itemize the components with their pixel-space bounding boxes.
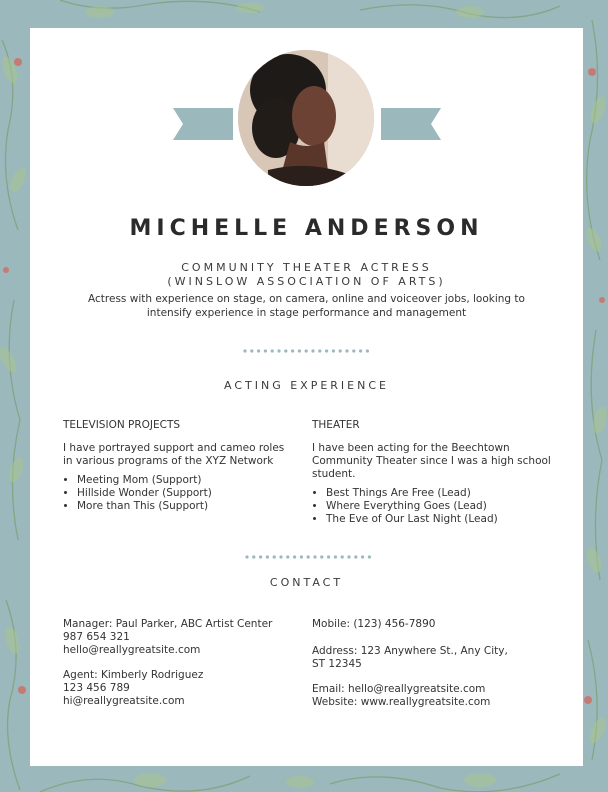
list-item: • Where Everything Goes (Lead) (326, 500, 552, 513)
website-link[interactable]: Website: www.reallygreatsite.com (312, 696, 491, 708)
profile-summary: Actress with experience on stage, on camera, online and voiceover jobs, looking to intensify experience in stage performance and management (88, 293, 525, 319)
television-column (63, 419, 295, 513)
list-item: • More than This (Support) (77, 500, 295, 513)
list-item: • Meeting Mom (Support) (77, 474, 295, 487)
television-description: I have portrayed support and cameo roles in various programs of the XYZ Network (63, 442, 285, 467)
email-address[interactable]: Email: hello@reallygreatsite.com (312, 683, 486, 695)
agent-phone: 123 456 789 (63, 682, 130, 694)
address-line-2: ST 12345 (312, 658, 362, 670)
section-divider (244, 554, 372, 560)
mobile-number[interactable]: Mobile: (123) 456-7890 (312, 618, 436, 630)
agent-email[interactable]: hi@reallygreatsite.com (63, 695, 185, 707)
address-line-1: Address: 123 Anywhere St., Any City, (312, 645, 508, 657)
theater-heading: THEATER (312, 419, 360, 431)
manager-phone: 987 654 321 (63, 631, 130, 643)
manager-email[interactable]: hello@reallygreatsite.com (63, 644, 201, 656)
resume-page (30, 28, 583, 766)
job-title: COMMUNITY THEATER ACTRESS (181, 261, 432, 274)
contact-left-column (63, 618, 295, 708)
list-item: • Hillside Wonder (Support) (77, 487, 295, 500)
theater-column (312, 419, 552, 526)
profile-photo (238, 50, 374, 186)
job-affiliation: (WINSLOW ASSOCIATION OF ARTS) (167, 275, 446, 288)
experience-section-title: ACTING EXPERIENCE (224, 379, 389, 392)
television-list (63, 474, 295, 513)
theater-description: I have been acting for the Beechtown Community Theater since I was a high school student. (312, 442, 551, 480)
television-heading: TELEVISION PROJECTS (63, 419, 181, 431)
manager-info: Manager: Paul Parker, ABC Artist Center (63, 618, 273, 630)
candidate-name: MICHELLE ANDERSON (129, 216, 484, 241)
list-item: • Best Things Are Free (Lead) (326, 487, 552, 500)
agent-info: Agent: Kimberly Rodriguez (63, 669, 204, 681)
section-divider (242, 348, 370, 354)
contact-right-column (312, 618, 552, 709)
list-item: • The Eve of Our Last Night (Lead) (326, 513, 552, 526)
contact-section-title: CONTACT (269, 576, 344, 589)
theater-list (312, 487, 552, 526)
portrait-image (238, 50, 374, 186)
